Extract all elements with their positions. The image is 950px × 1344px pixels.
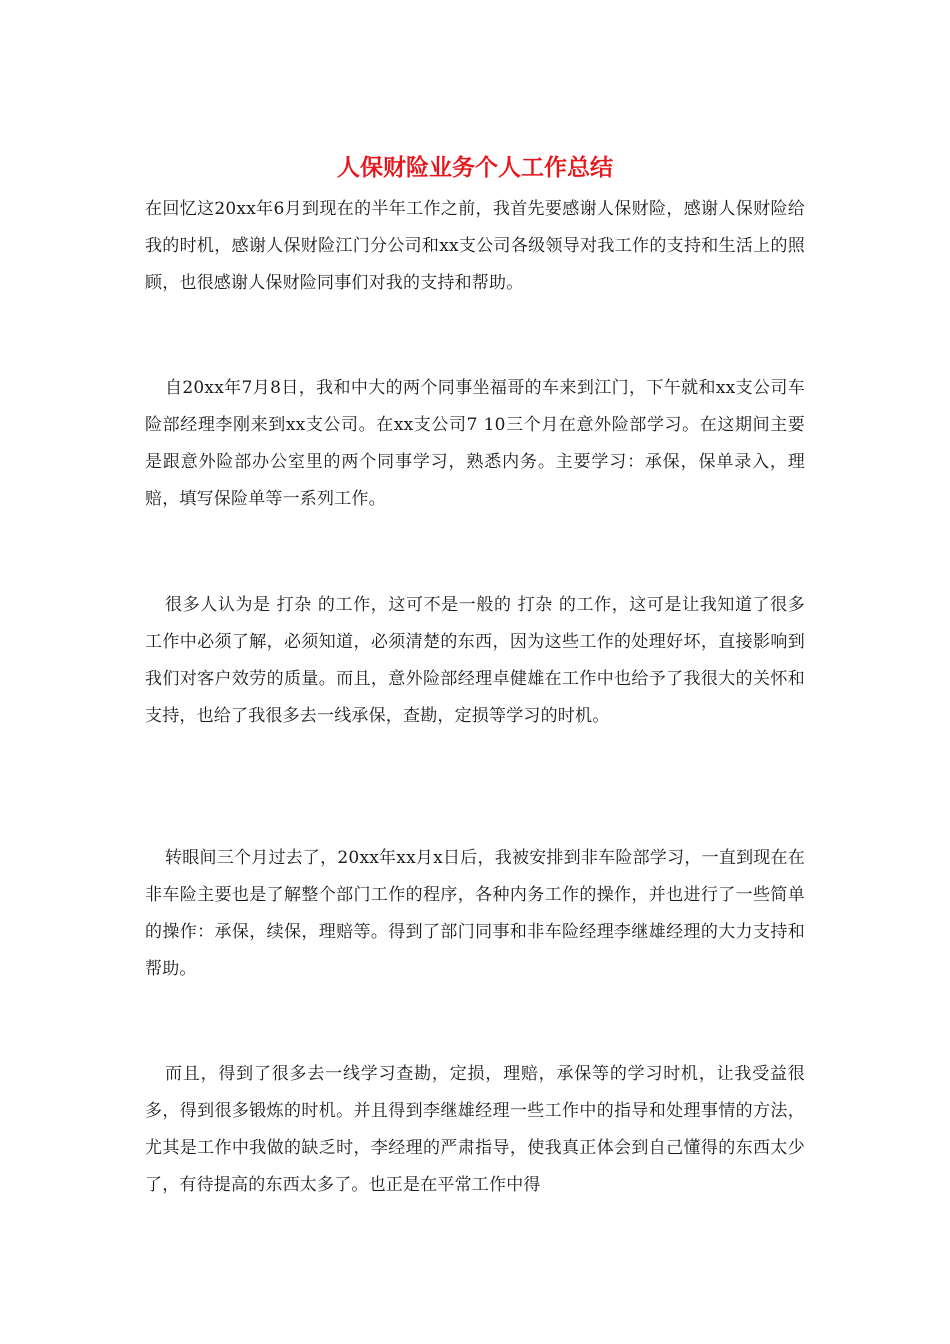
document-title: 人保财险业务个人工作总结 bbox=[337, 155, 613, 181]
paragraph-5: 而且，得到了很多去一线学习查勘，定损，理赔，承保等的学习时机，让我受益很多，得到很多锻炼的时机。并且得到李继雄经理一些工作中的指导和处理事情的方法，尤其是工作中我做的缺乏时，李经理的严肃指导，使我真正体会到自己懂得的东西太少了，有待提高的东西太多了。也正是在平常工作中得 bbox=[145, 1064, 805, 1195]
paragraph-4: 转眼间三个月过去了，20xx年xx月x日后，我被安排到非车险部学习，一直到现在在非车险主要也是了解整个部门工作的程序，各种内务工作的操作，并也进行了一些简单的操作：承保，续保，理赔等。得到了部门同事和非车险经理李继雄经理的大力支持和帮助。 bbox=[145, 848, 805, 979]
paragraph-2: 自20xx年7月8日，我和中大的两个同事坐福哥的车来到江门，下午就和xx支公司车险部经理李刚来到xx支公司。在xx支公司7 10三个月在意外险部学习。在这期间主要是跟意外险部办公室里的两个同事学习，熟悉内务。主要学习：承保，保单录入，理赔，填写保险单等一系列工作。 bbox=[145, 378, 805, 509]
paragraph-3: 很多人认为是 打杂 的工作，这可不是一般的 打杂 的工作，这可是让我知道了很多工作中必须了解，必须知道，必须清楚的东西，因为这些工作的处理好坏，直接影响到我们对客户效劳的质量。而且，意外险部经理卓健雄在工作中也给予了我很大的关怀和支持，也给了我很多去一线承保，查勘，定损等学习的时机。 bbox=[145, 595, 805, 726]
paragraph-1: 在回忆这20xx年6月到现在的半年工作之前，我首先要感谢人保财险，感谢人保财险给我的时机，感谢人保财险江门分公司和xx支公司各级领导对我工作的支持和生活上的照顾，也很感谢人保财险同事们对我的支持和帮助。 bbox=[145, 199, 805, 293]
